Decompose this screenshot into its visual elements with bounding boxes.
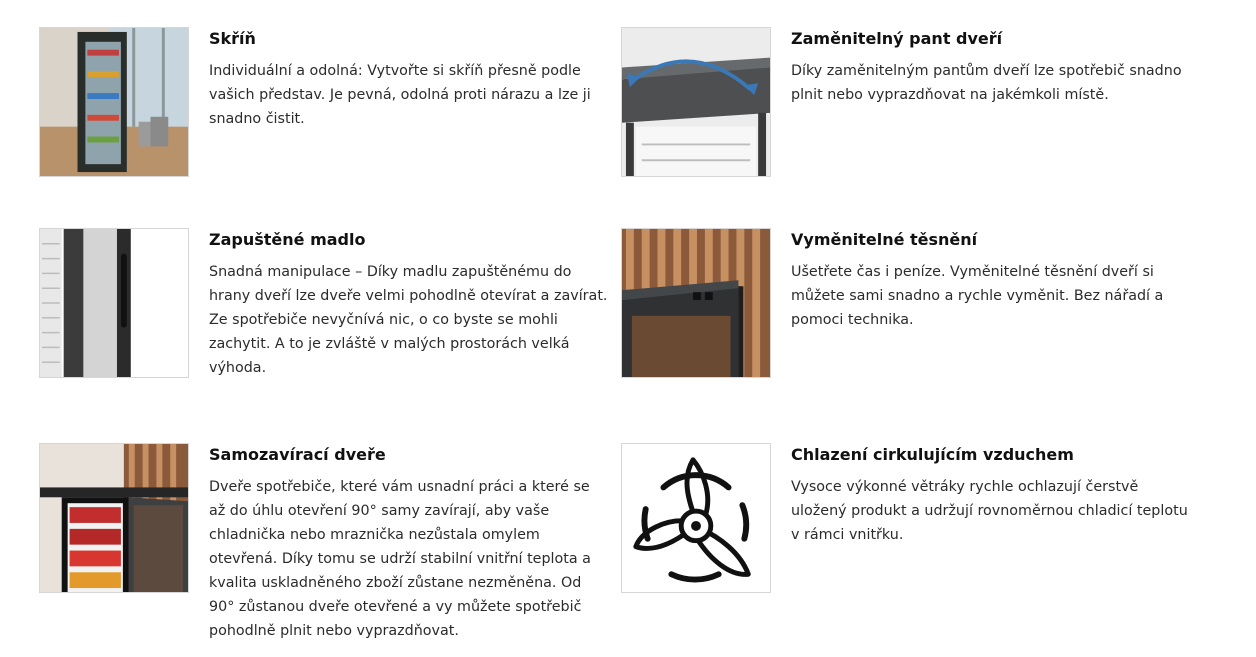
feature-description: Vysoce výkonné větráky rychle ochlazují čerstvě uložený produkt a udržují rovnoměrnou chladicí teplotu v rámci vnitřku. [791, 479, 1188, 543]
door-seal-image [621, 228, 771, 378]
feature-title: Samozavírací dveře [209, 445, 386, 464]
feature-door-hinge [621, 27, 1221, 237]
feature-air-circulation [621, 443, 1221, 653]
feature-title: Zaměnitelný pant dveří [791, 29, 1003, 48]
feature-description: Dveře spotřebiče, které vám usnadní práci a které se až do úhlu otevření 90° samy zavírají, aby vaše chladnička nebo mraznička nezůstala omylem otevřená. Díky tomu se udrží stabilní vnitřní teplota a kvalita uskladněného zboží zůstane nezměněna. Od 90° zůstanou dveře otevřené a vy můžete spotřebič pohodlně plnit nebo vyprazdňovat. [209, 479, 591, 639]
recessed-handle-image [39, 228, 189, 378]
feature-title: Zapuštěné madlo [209, 230, 366, 249]
feature-self-closing-door [39, 443, 639, 653]
door-hinge-image [621, 27, 771, 177]
fan-icon [621, 443, 771, 593]
feature-title: Chlazení cirkulujícím vzduchem [791, 445, 1074, 464]
feature-description: Individuální a odolná: Vytvořte si skříň přesně podle vašich představ. Je pevná, odolná proti nárazu a lze ji snadno čistit. [209, 63, 591, 127]
feature-description: Díky zaměnitelným pantům dveří lze spotřebič snadno plnit nebo vyprazdňovat na jakémkoli místě. [791, 63, 1182, 103]
glass-door-cabinet-image [39, 27, 189, 177]
self-closing-door-image [39, 443, 189, 593]
feature-description: Snadná manipulace – Díky madlu zapuštěnému do hrany dveří lze dveře velmi pohodlně otevírat a zavírat. Ze spotřebiče nevyčnívá nic, o co byste se mohli zachytit. A to je zvláště v malých prostorách velká výhoda. [209, 264, 608, 376]
feature-title: Skříň [209, 29, 256, 48]
feature-door-seal [621, 228, 1221, 438]
feature-recessed-handle [39, 228, 639, 438]
feature-description: Ušetřete čas i peníze. Vyměnitelné těsnění dveří si můžete sami snadno a rychle vyměnit. Bez nářadí a pomoci technika. [791, 264, 1164, 328]
feature-title: Vyměnitelné těsnění [791, 230, 978, 249]
feature-cabinet [39, 27, 639, 237]
